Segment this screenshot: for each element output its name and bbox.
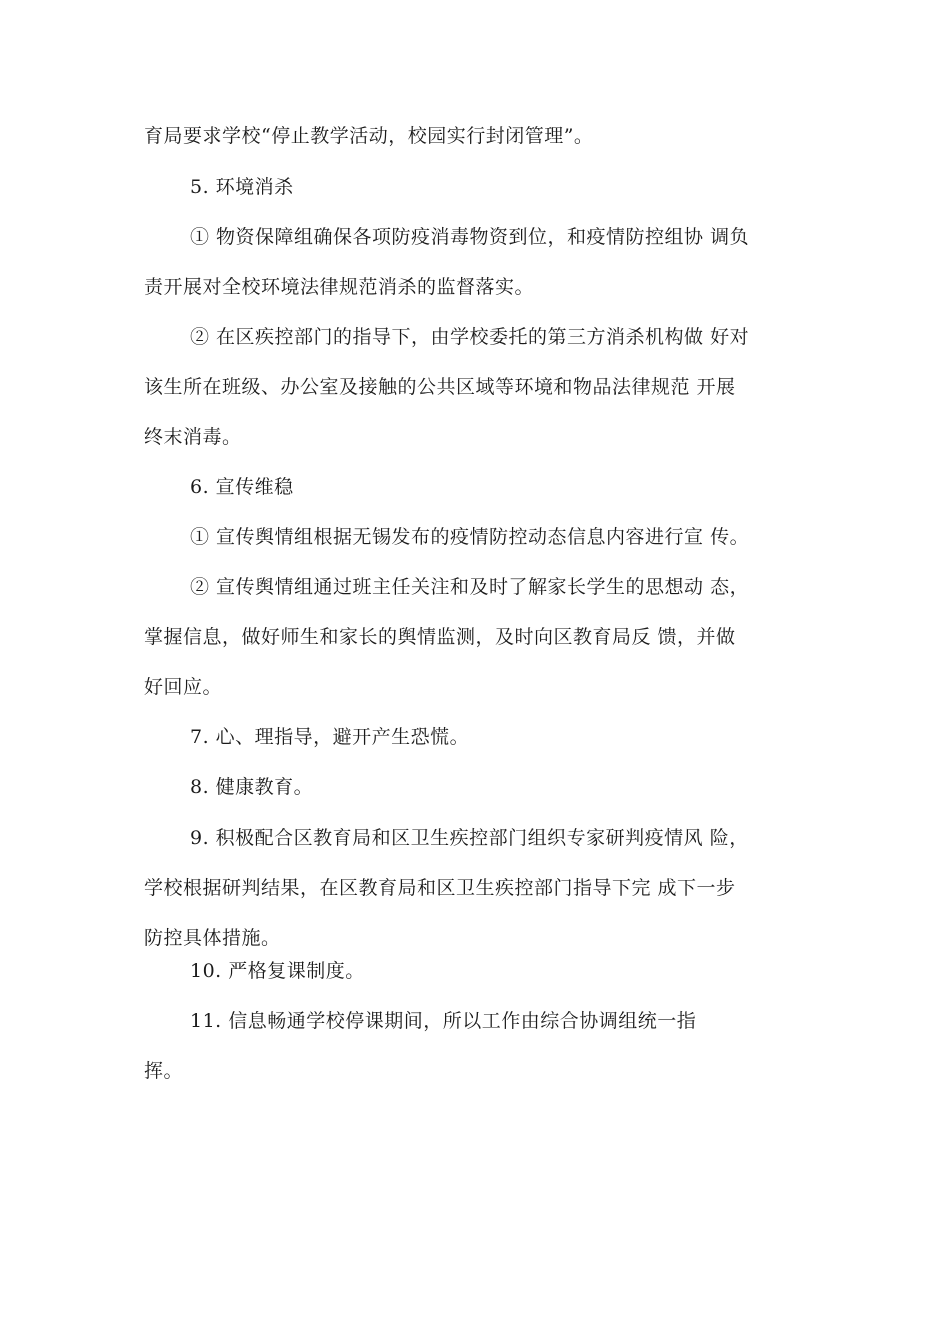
section-heading-5: 5. 环境消杀 [190,176,294,198]
paragraph-line: 防控具体措施。 [144,927,281,949]
paragraph-line: 该生所在班级、办公室及接触的公共区域等环境和物品法律规范 开展 [144,376,736,398]
section-heading-7: 7. 心、理指导，避开产生恐慌。 [190,726,470,748]
paragraph-line: 掌握信息，做好师生和家长的舆情监测，及时向区教育局反 馈，并做 [144,626,736,648]
paragraph-line: 挥。 [144,1060,184,1082]
section-heading-8: 8. 健康教育。 [190,776,314,798]
paragraph-line: 终末消毒。 [144,426,242,448]
paragraph-line: 学校根据研判结果，在区教育局和区卫生疾控部门指导下完 成下一步 [144,877,736,899]
paragraph-line: ① 宣传舆情组根据无锡发布的疫情防控动态信息内容进行宣 传。 [190,526,750,548]
paragraph-line: 责开展对全校环境法律规范消杀的监督落实。 [144,276,535,298]
section-heading-11: 11. 信息畅通学校停课期间，所以工作由综合协调组统一指 [190,1010,697,1032]
paragraph-line: 好回应。 [144,676,223,698]
paragraph-line: 育局要求学校“停止教学活动，校园实行封闭管理”。 [144,125,594,147]
paragraph-line: ② 宣传舆情组通过班主任关注和及时了解家长学生的思想动 态， [190,576,750,598]
paragraph-line: ② 在区疾控部门的指导下，由学校委托的第三方消杀机构做 好对 [190,326,750,348]
section-heading-9: 9. 积极配合区教育局和区卫生疾控部门组织专家研判疫情风 险， [190,827,749,849]
paragraph-line: ① 物资保障组确保各项防疫消毒物资到位，和疫情防控组协 调负 [190,226,750,248]
section-heading-6: 6. 宣传维稳 [190,476,294,498]
section-heading-10: 10. 严格复课制度。 [190,960,365,982]
